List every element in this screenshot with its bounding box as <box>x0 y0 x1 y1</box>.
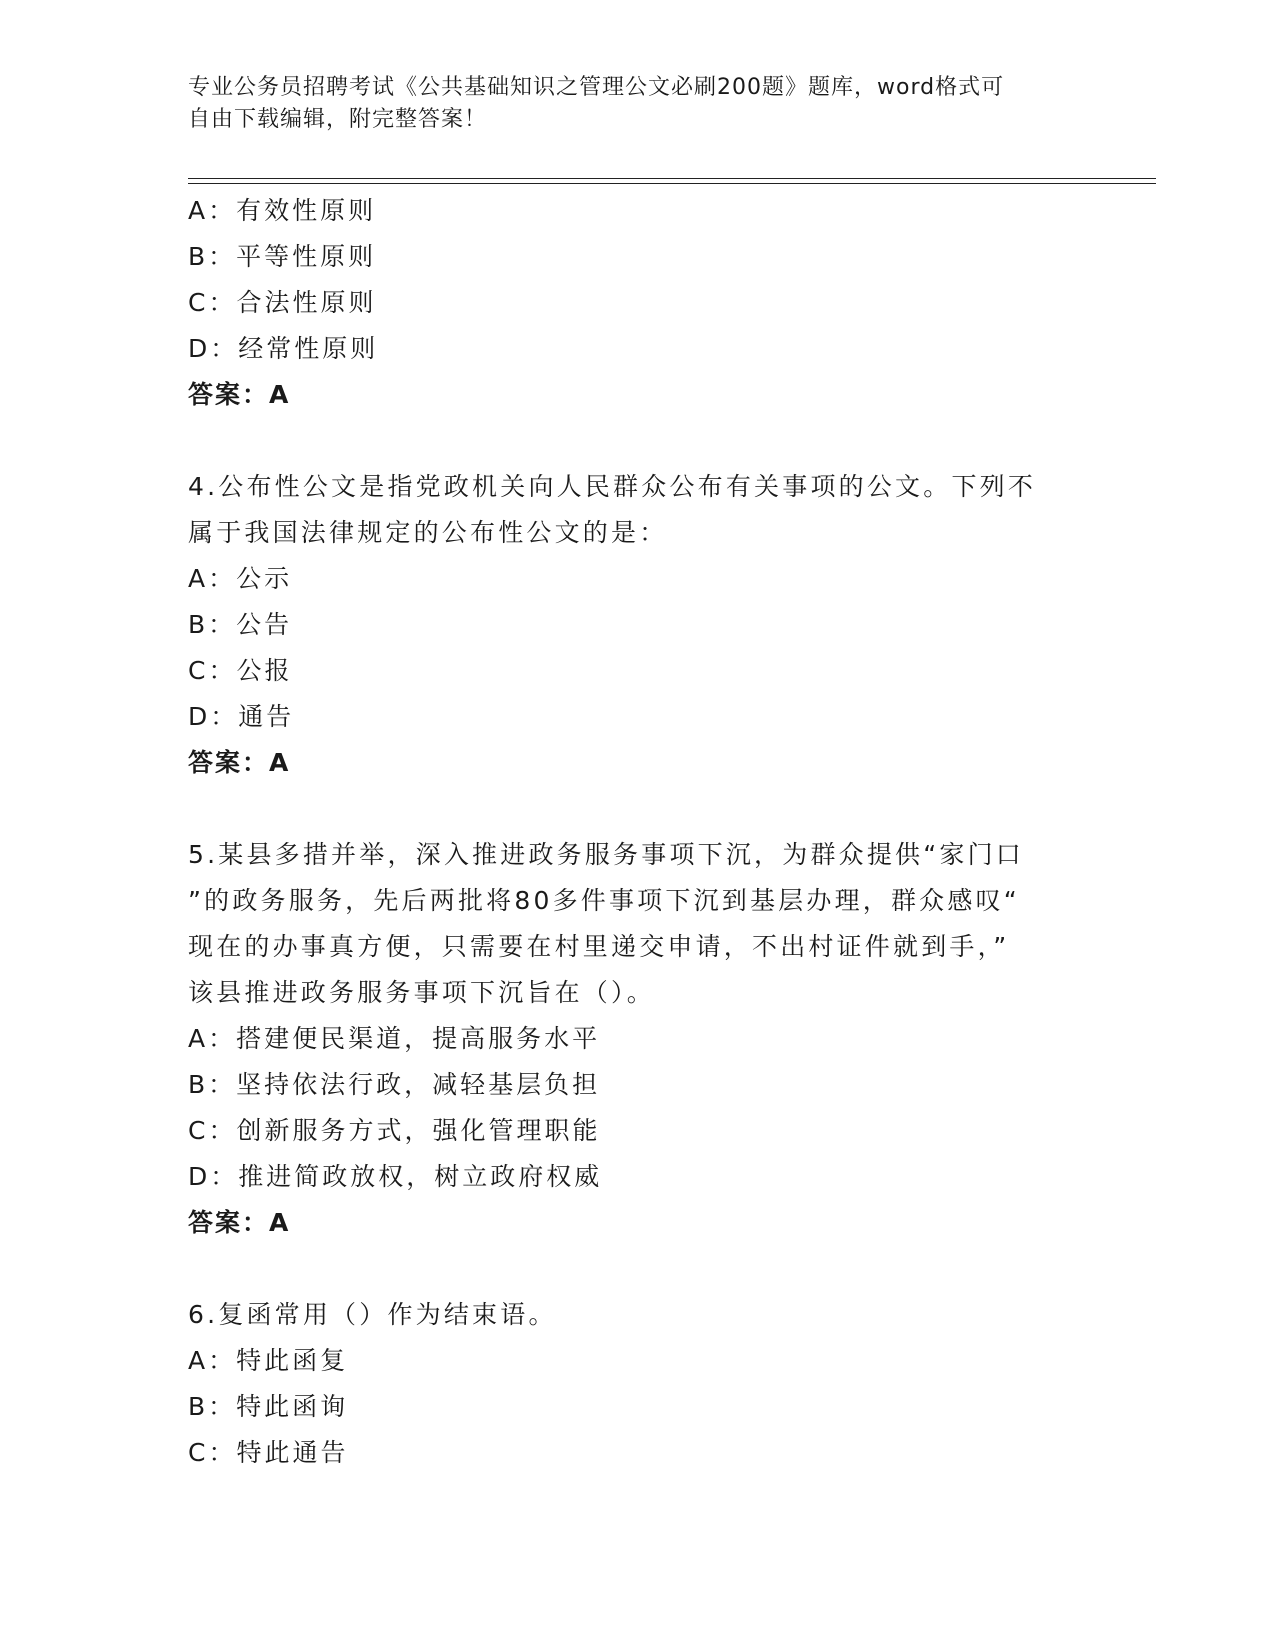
answer-label: 答案：A <box>188 380 291 409</box>
question-stem-line: 4.公布性公文是指党政机关向人民群众公布有关事项的公文。下列不 <box>188 472 1037 501</box>
header-divider-bottom <box>188 183 1156 184</box>
document-header <box>188 72 1068 136</box>
header-divider-top <box>188 178 1156 179</box>
question-stem-line: 属于我国法律规定的公布性公文的是： <box>188 518 668 547</box>
question-stem-line: ”的政务服务，先后两批将80多件事项下沉到基层办理，群众感叹“ <box>188 886 1020 915</box>
question-stem-line: 现在的办事真方便，只需要在村里递交申请，不出村证件就到手，” <box>188 932 1010 961</box>
question-spacer <box>188 1246 1088 1292</box>
option-d: D：推进简政放权，树立政府权威 <box>188 1162 603 1191</box>
answer-label: 答案：A <box>188 1208 291 1237</box>
question-6 <box>188 1292 1088 1476</box>
option-b: B：平等性原则 <box>188 242 377 271</box>
question-spacer <box>188 418 1088 464</box>
header-line-2: 自由下载编辑，附完整答案！ <box>188 107 488 132</box>
option-a: A：搭建便民渠道，提高服务水平 <box>188 1024 601 1053</box>
question-4 <box>188 464 1088 786</box>
option-b: B：特此函询 <box>188 1392 349 1421</box>
option-a: A：特此函复 <box>188 1346 349 1375</box>
question-stem-line: 6.复函常用（）作为结束语。 <box>188 1300 557 1329</box>
question-stem <box>188 464 1088 556</box>
question-spacer <box>188 786 1088 832</box>
option-c: C：特此通告 <box>188 1438 349 1467</box>
option-a: A：有效性原则 <box>188 196 377 225</box>
question-5 <box>188 832 1088 1246</box>
question-stem-line: 5.某县多措并举，深入推进政务服务事项下沉，为群众提供“家门口 <box>188 840 1025 869</box>
option-c: C：创新服务方式，强化管理职能 <box>188 1116 601 1145</box>
option-d: D：通告 <box>188 702 295 731</box>
question-3 <box>188 188 1088 418</box>
option-c: C：合法性原则 <box>188 288 377 317</box>
question-stem <box>188 832 1088 1016</box>
question-stem-line: 该县推进政务服务事项下沉旨在（）。 <box>188 978 655 1007</box>
option-b: B：公告 <box>188 610 293 639</box>
option-b: B：坚持依法行政，减轻基层负担 <box>188 1070 601 1099</box>
question-stem <box>188 1292 1088 1338</box>
option-c: C：公报 <box>188 656 293 685</box>
option-a: A：公示 <box>188 564 293 593</box>
answer-label: 答案：A <box>188 748 291 777</box>
header-line-1: 专业公务员招聘考试《公共基础知识之管理公文必刷200题》题库，word格式可 <box>188 75 1005 100</box>
option-d: D：经常性原则 <box>188 334 379 363</box>
question-list <box>188 188 1088 1476</box>
